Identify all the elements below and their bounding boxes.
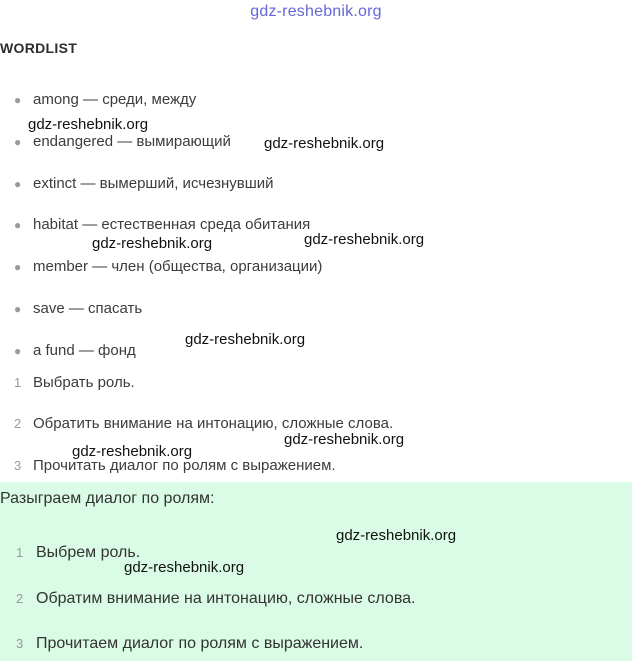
watermark: gdz-reshebnik.org [72,443,193,460]
wordlist-item: ● among — среди, между [14,91,197,108]
answer-item: 1 Выбрем роль. [16,544,141,561]
watermark: gdz-reshebnik.org [28,116,149,133]
watermark: gdz-reshebnik.org [284,431,405,448]
answer-panel [0,482,632,661]
wordlist-item: ● habitat — естественная среда обитания [14,216,311,233]
wordlist-item: ● endangered — вымирающий [14,133,231,150]
step-item: 1 Выбрать роль. [14,374,135,391]
watermark: gdz-reshebnik.org [336,527,457,544]
step-item: 2 Обратить внимание на интонацию, сложные слова. [14,415,394,432]
wordlist-item: ● a fund — фонд [14,342,136,359]
watermark: gdz-reshebnik.org [264,135,385,152]
watermark: gdz-reshebnik.org [304,231,425,248]
wordlist-item: ● member — член (общества, организации) [14,258,323,275]
bullet-icon: ● [14,218,22,233]
step-item: 3 Прочитать диалог по ролям с выражением. [14,457,336,474]
answer-item: 2 Обратим внимание на интонацию, сложные слова. [16,590,416,607]
watermark: gdz-reshebnik.org [185,331,306,348]
watermark: gdz-reshebnik.org [92,235,213,252]
answer-intro: Разыграем диалог по ролям: [0,490,215,507]
wordlist-heading: WORDLIST [0,40,78,56]
bullet-icon: ● [14,302,22,317]
watermark: gdz-reshebnik.org [124,559,245,576]
site-title: gdz-reshebnik.org [250,3,382,20]
bullet-icon: ● [14,177,22,192]
wordlist-item: ● extinct — вымерший, исчезнувший [14,175,274,192]
bullet-icon: ● [14,344,22,359]
answer-item: 3 Прочитаем диалог по ролям с выражением. [16,635,364,652]
bullet-icon: ● [14,135,22,150]
bullet-icon: ● [14,260,22,275]
wordlist-item: ● save — спасать [14,300,143,317]
bullet-icon: ● [14,93,22,108]
